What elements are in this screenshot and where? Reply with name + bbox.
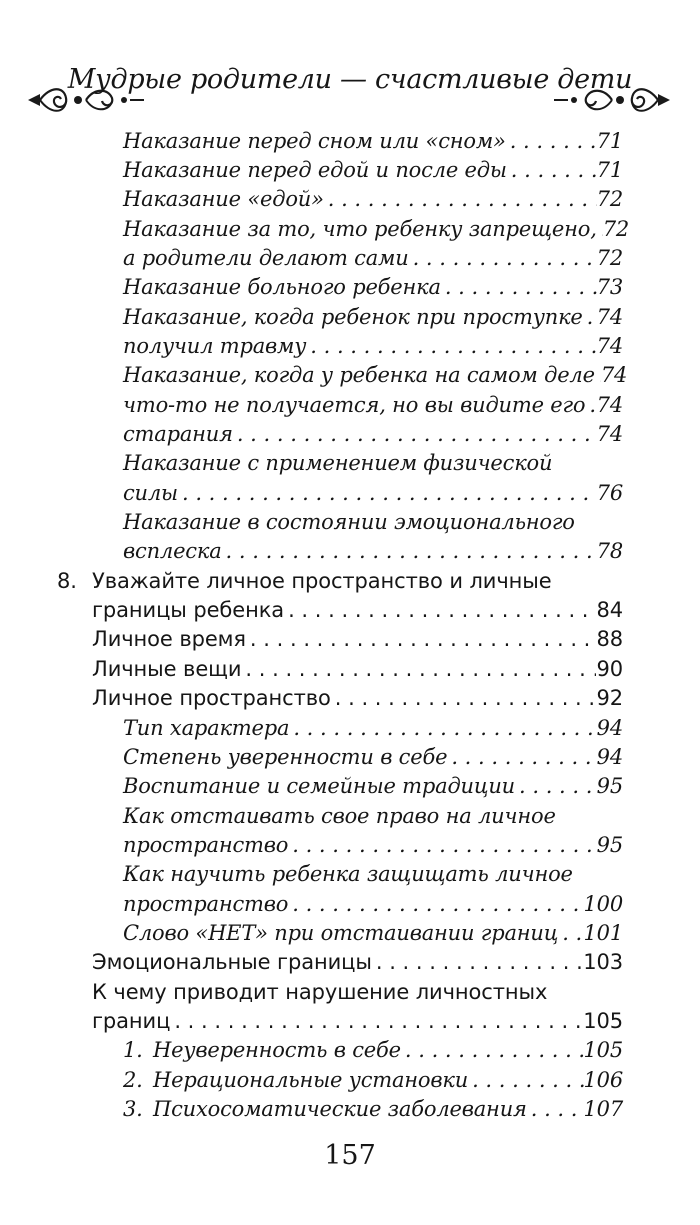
toc-entry-title: Психосоматические заболевания xyxy=(153,1097,527,1121)
toc-entry xyxy=(123,126,623,156)
toc-leader xyxy=(288,889,583,919)
toc-entry-page: 92 xyxy=(596,686,623,710)
toc-entry xyxy=(123,390,623,420)
right-ornament-icon xyxy=(552,80,672,120)
toc-leader xyxy=(468,1065,583,1095)
toc-entry-title: границы ребенка xyxy=(92,598,285,622)
toc-entry-title: что-то не получается, но вы видите его xyxy=(123,393,586,417)
toc-entry-title: Наказание за то, что ребенку запрещено, xyxy=(123,217,597,241)
toc-entry-page: 100 xyxy=(583,892,623,916)
toc-entry xyxy=(153,1094,623,1124)
toc-leader xyxy=(585,390,596,420)
toc-entry xyxy=(123,830,623,860)
toc-entry xyxy=(153,1065,623,1095)
running-header xyxy=(0,62,700,118)
toc-entry-page: 95 xyxy=(596,833,623,857)
toc-entry-page: 72 xyxy=(602,217,630,241)
toc-entry-title: Как научить ребенка защищать личное xyxy=(123,862,573,886)
toc-leader xyxy=(401,1035,584,1065)
toc-chapter xyxy=(92,595,623,625)
chapter-number: 8. xyxy=(57,569,77,593)
toc-entry-title: Личные вещи xyxy=(92,657,242,681)
toc-entry-title: Нерациональные установки xyxy=(153,1068,469,1092)
toc-leader xyxy=(507,155,597,185)
toc-entry-page: 105 xyxy=(583,1038,623,1062)
toc-entry-page: 103 xyxy=(583,950,623,974)
toc-entry xyxy=(123,448,623,478)
toc-entry xyxy=(92,683,623,713)
toc-entry-title: получил травму xyxy=(123,334,307,358)
toc-entry-page: 74 xyxy=(596,422,623,446)
toc-entry-page: 76 xyxy=(596,481,623,505)
toc-entry-title: Тип характера xyxy=(123,716,290,740)
toc-leader xyxy=(246,624,597,654)
toc-entry xyxy=(123,272,623,302)
toc-entry xyxy=(92,947,623,977)
toc-entry-page: 72 xyxy=(596,246,623,270)
toc-entry xyxy=(123,360,628,390)
toc-entry-title: границ xyxy=(92,1009,171,1033)
toc-leader xyxy=(178,478,597,508)
toc-entry-page: 95 xyxy=(596,774,623,798)
toc-leader xyxy=(409,243,597,273)
item-number: 2. xyxy=(123,1068,143,1092)
toc-entry-title: К чему приводит нарушение личностных xyxy=(92,980,548,1004)
toc-entry-title: Наказание перед едой и после еды xyxy=(123,158,507,182)
toc-entry-page: 90 xyxy=(596,657,623,681)
toc-entry-page: 74 xyxy=(596,334,623,358)
page-number: 157 xyxy=(324,1140,376,1171)
toc-entry-title: пространство xyxy=(123,892,289,916)
toc-leader xyxy=(515,771,597,801)
toc-entry-title: силы xyxy=(123,481,178,505)
toc-entry-page: 78 xyxy=(596,539,623,563)
toc-chapter xyxy=(92,566,623,596)
toc-entry-page: 107 xyxy=(583,1097,623,1121)
toc-leader xyxy=(233,419,597,449)
toc-entry xyxy=(123,536,623,566)
toc-leader xyxy=(170,1006,583,1036)
toc-entry-title: а родители делают сами xyxy=(123,246,409,270)
toc-entry-page: 71 xyxy=(596,158,623,182)
toc-entry-page: 73 xyxy=(596,275,623,299)
toc-entry-page: 71 xyxy=(596,129,623,153)
toc-entry-title: всплеска xyxy=(123,539,222,563)
toc-leader xyxy=(241,654,596,684)
toc-entry-title: Слово «НЕТ» при отстаивании границ xyxy=(123,921,559,945)
toc-entry-page: 74 xyxy=(596,393,623,417)
toc-entry-title: Наказание в состоянии эмоционального xyxy=(123,510,575,534)
toc-entry xyxy=(123,478,623,508)
toc-entry-title: старания xyxy=(123,422,233,446)
toc-leader xyxy=(441,272,597,302)
toc-entry-title: Наказание с применением физической xyxy=(123,451,553,475)
toc-entry xyxy=(123,771,623,801)
toc-entry xyxy=(123,302,623,332)
header-title: Мудрые родители — счастливые дети xyxy=(67,64,633,95)
toc-leader xyxy=(284,595,596,625)
toc-leader xyxy=(558,918,583,948)
toc-leader xyxy=(222,536,597,566)
toc-entry xyxy=(123,155,623,185)
toc-entry-title: Наказание, когда у ребенка на самом деле xyxy=(123,363,595,387)
toc-entry xyxy=(123,331,623,361)
toc-entry xyxy=(123,507,623,537)
toc-leader xyxy=(331,683,597,713)
toc-entry xyxy=(123,742,623,772)
toc-entry xyxy=(92,624,623,654)
toc-entry-title: Личное время xyxy=(92,627,246,651)
toc-entry-page: 72 xyxy=(596,187,623,211)
toc-entry xyxy=(123,713,623,743)
toc-entry-title: Наказание «едой» xyxy=(123,187,324,211)
toc-entry-title: Наказание перед сном или «сном» xyxy=(123,129,506,153)
toc-entry-title: Как отстаивать свое право на личное xyxy=(123,804,556,828)
toc-entry xyxy=(123,889,623,919)
toc-entry-title: пространство xyxy=(123,833,289,857)
toc-entry xyxy=(123,184,623,214)
toc-entry-title: Неуверенность в себе xyxy=(153,1038,401,1062)
toc-entry xyxy=(123,859,623,889)
toc-leader xyxy=(289,713,596,743)
toc-leader xyxy=(306,331,596,361)
toc-entry-title: Уважайте личное пространство и личные xyxy=(92,569,552,593)
toc-entry xyxy=(92,1006,623,1036)
toc-entry xyxy=(92,654,623,684)
toc-entry xyxy=(123,918,623,948)
toc-entry-page: 74 xyxy=(596,305,623,329)
toc-entry xyxy=(123,419,623,449)
toc-leader xyxy=(372,947,583,977)
toc-entry xyxy=(153,1035,623,1065)
toc-entry-page: 105 xyxy=(583,1009,623,1033)
toc-entry-page: 94 xyxy=(596,745,623,769)
toc-entry-title: Личное пространство xyxy=(92,686,331,710)
toc-leader xyxy=(506,126,597,156)
toc-entry xyxy=(123,801,623,831)
toc-leader xyxy=(288,830,596,860)
toc-entry-title: Наказание, когда ребенок при проступке xyxy=(123,305,583,329)
toc-entry-page: 88 xyxy=(596,627,623,651)
toc-entry-title: Эмоциональные границы xyxy=(92,950,372,974)
toc-leader xyxy=(324,184,597,214)
toc-leader xyxy=(527,1094,584,1124)
toc-entry-title: Степень уверенности в себе xyxy=(123,745,448,769)
toc-entry-page: 94 xyxy=(596,716,623,740)
toc-entry xyxy=(123,214,630,244)
item-number: 3. xyxy=(123,1097,143,1121)
toc-entry-page: 84 xyxy=(596,598,623,622)
toc-entry-title: Наказание больного ребенка xyxy=(123,275,441,299)
item-number: 1. xyxy=(123,1038,143,1062)
toc-entry xyxy=(92,977,623,1007)
toc-entry-page: 106 xyxy=(583,1068,623,1092)
toc-leader xyxy=(583,302,597,332)
toc-entry-page: 101 xyxy=(583,921,623,945)
toc-entry-title: Воспитание и семейные традиции xyxy=(123,774,515,798)
toc-leader xyxy=(447,742,596,772)
toc-entry-page: 74 xyxy=(600,363,628,387)
toc-entry xyxy=(123,243,623,273)
